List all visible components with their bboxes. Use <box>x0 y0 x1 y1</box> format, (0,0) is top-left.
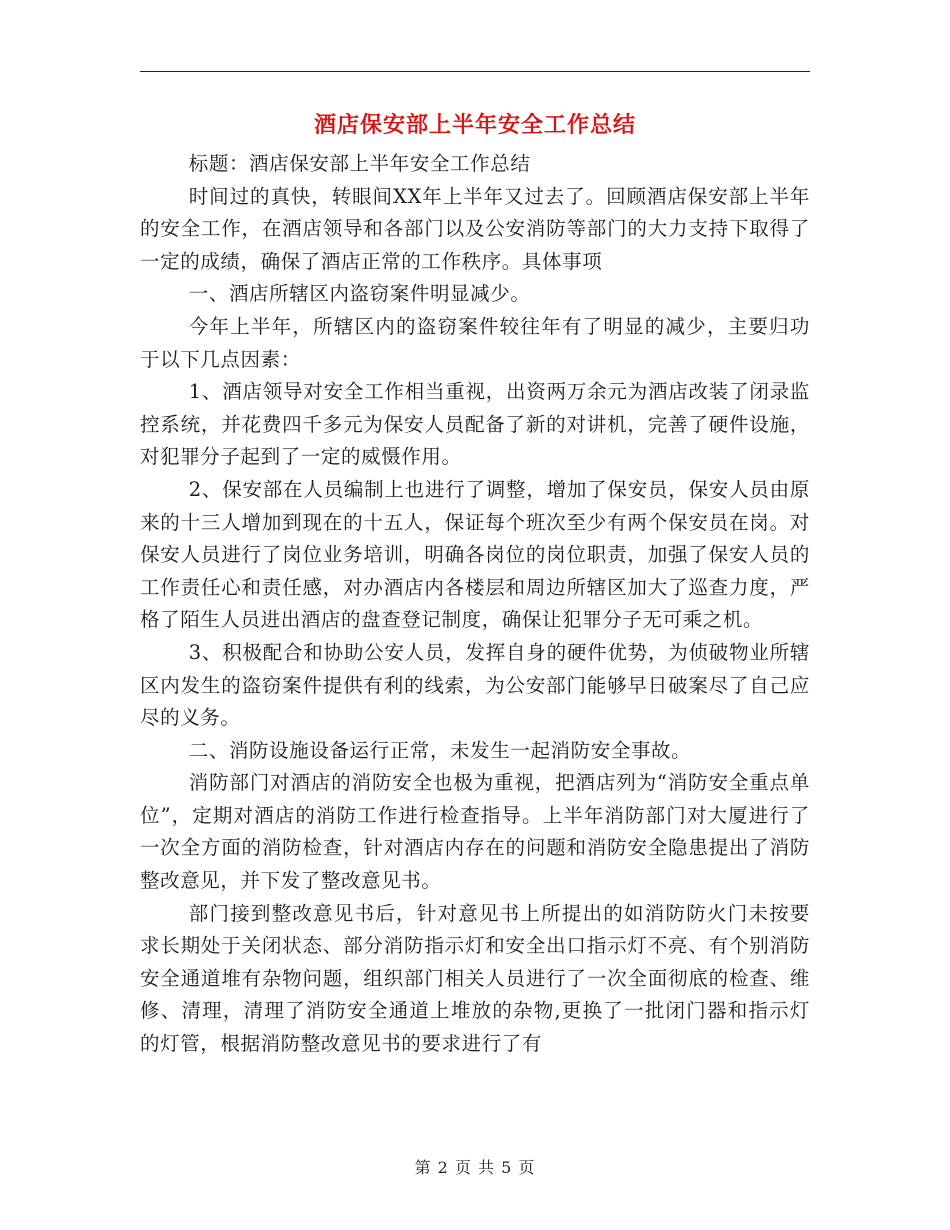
paragraph-point-2: 2、保安部在人员编制上也进行了调整，增加了保安员，保安人员由原来的十三人增加到现在的十五人，保证每个班次至少有两个保安员在岗。对保安人员进行了岗位业务培训，明确各岗位的岗位职责，加强了保安人员的工作责任心和责任感，对办酒店内各楼层和周边所辖区加大了巡查力度，严格了陌生人员进出酒店的盘查登记制度，确保让犯罪分子无可乘之机。 <box>140 477 810 632</box>
section-heading-fire: 二、消防设施设备运行正常，未发生一起消防安全事故。 <box>188 738 692 762</box>
page-number-footer: 第 2 页 共 5 页 <box>414 1158 536 1177</box>
paragraph-fire-inspection: 消防部门对酒店的消防安全也极为重视，把酒店列为“消防安全重点单位”，定期对酒店的消防工作进行检查指导。上半年消防部门对大厦进行了一次全方面的消防检查，针对酒店内存在的问题和消防安全隐患提出了消防整改意见，并下发了整改意见书。 <box>140 771 810 893</box>
document-body <box>140 148 810 1061</box>
paragraph-point-3: 3、积极配合和协助公安人员，发挥自身的硬件优势，为侦破物业所辖区内发生的盗窃案件提供有利的线索，为公安部门能够早日破案尽了自己应尽的义务。 <box>140 640 810 730</box>
document-title: 酒店保安部上半年安全工作总结 <box>313 112 636 138</box>
header-rule <box>140 71 810 72</box>
paragraph-theft-summary: 今年上半年，所辖区内的盗窃案件较往年有了明显的减少，主要归功于以下几点因素： <box>140 314 810 371</box>
paragraph-intro: 时间过的真快，转眼间XX年上半年又过去了。回顾酒店保安部上半年的安全工作，在酒店领导和各部门以及公安消防等部门的大力支持下取得了一定的成绩，确保了酒店正常的工作秩序。具体事项 <box>140 184 810 273</box>
section-heading-theft: 一、酒店所辖区内盗窃案件明显减少。 <box>188 282 531 306</box>
paragraph-point-1: 1、酒店领导对安全工作相当重视，出资两万余元为酒店改装了闭录监控系统，并花费四千多元为保安人员配备了新的对讲机，完善了硬件设施，对犯罪分子起到了一定的威慑作用。 <box>140 380 810 469</box>
paragraph-heading-label: 标题：酒店保安部上半年安全工作总结 <box>188 152 531 175</box>
paragraph-fire-rectification: 部门接到整改意见书后，针对意见书上所提出的如消防防火门未按要求长期处于关闭状态、部分消防指示灯和安全出口指示灯不亮、有个别消防安全通道堆有杂物问题，组织部门相关人员进行了一次全面彻底的检查、维修、清理，清理了消防安全通道上堆放的杂物,更换了一批闭门器和指示灯的灯管，根据消防整改意见书的要求进行了有 <box>140 901 810 1056</box>
